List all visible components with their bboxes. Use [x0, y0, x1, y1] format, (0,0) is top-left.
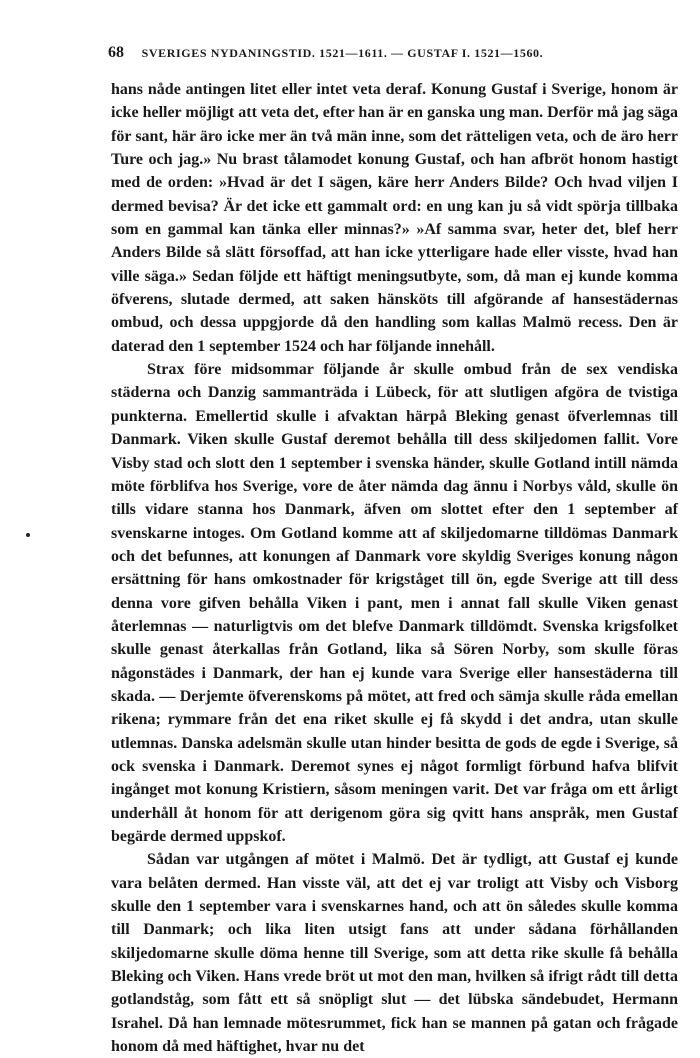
page-number: 68 — [108, 44, 124, 61]
running-header — [108, 44, 678, 62]
paragraph-2: Strax före midsommar följande år skulle ombud från de sex vendiska städerna och Danzig sammanträda i Lübeck, för att slutligen afgöra de tvistiga punkterna. Emellertid skulle i afvaktan härpå Bleking genast öfverlemnas till Danmark. Viken skulle Gustaf deremot behålla till dess skiljedomen fallit. Vore Visby stad och slott den 1 september i svenska händer, skulle Gotland intill nämda möte förblifva hos Sverige, vore de åter nämda dag ännu i Norbys våld, skulle ön tills vidare stanna hos Danmark, äfven om slottet efter den 1 september af svenskarne intoges. Om Gotland komme att af skiljedomarne tilldömas Danmark och det befunnes, att konungen af Danmark vore skyldig Sveriges konung någon ersättning för hans omkostnader för krigståget till ön, egde Sverige att till dess denna vore gifven behålla Viken i pant, men i annat fall skulle Viken genast återlemnas — naturligtvis om det blefve Danmark tilldömdt. Svenska krigsfolket skulle genast återkallas från Gotland, lika så Sören Norby, som skulle föras någonstädes i Danmark, der han ej kunde vara Sverige eller hansestäderna till skada. — Derjemte öfverenskoms på mötet, att fred och sämja skulle råda emellan rikena; rymmare från det ena riket skulle ej få skydd i det andra, utan skulle utlemnas. Danska adelsmän skulle utan hinder besitta de gods de egde i Sverige, så ock svenska i Danmark. Deremot synes ej något formligt förbund hafva blifvit ingånget mot konung Kristiern, såsom meningen varit. Det var fråga om ett årligt underhåll åt honom för att derigenom göra sig qvitt hans anspråk, men Gustaf begärde dermed uppskof. — [111, 361, 678, 845]
body-text — [111, 78, 678, 1058]
running-title: SVERIGES NYDANINGSTID. 1521—1611. — GUSTAF I. 1521—1560. — [141, 46, 544, 60]
margin-mark — [26, 533, 30, 537]
paragraph-1: hans nåde antingen litet eller intet veta deraf. Konung Gustaf i Sverige, honom är icke heller möjligt att veta det, efter han är en ganska ung man. Derför må jag säga för sant, här äro icke mer än två män inne, som det rätteligen veta, och de äro herr Ture och jag.» Nu brast tålamodet konung Gustaf, och han afbröt honom hastigt med de orden: »Hvad är det I sägen, käre herr Anders Bilde? Och hvad viljen I dermed bevisa? Är det icke ett gammalt ord: en ung kan ju så vidt spörja tillbaka som en gammal kan tänka eller minnas?» »Af samma svar, heter det, blef herr Anders Bilde så slätt försoffad, att han icke ytterligare hade eller visste, hvad han ville säga.» Sedan följde ett häftigt meningsutbyte, som, då man ej kunde komma öfverens, slutade dermed, att saken hänsköts till afgörande af hansestädernas ombud, och dessa uppgjorde då den handling som kallas Malmö recess. Den är daterad den 1 september 1524 och har följande innehåll. — [111, 81, 678, 355]
paragraph-3: Sådan var utgången af mötet i Malmö. Det är tydligt, att Gustaf ej kunde vara belåten dermed. Han visste väl, att det ej var troligt att Visby och Visborg skulle den 1 september vara i svenskarnes hand, och att ön således skulle komma till Danmark; och lika liten utsigt fans att under sådana förhållanden skiljedomarne skulle döma henne till Sverige, som att detta rike skulle få behålla Bleking och Viken. Hans vrede bröt ut mot den man, hvilken så ifrigt rådt till detta gotlandståg, som fått ett så snöpligt slut — det lübska sändebudet, Hermann Israhel. Då han lemnade mötesrummet, fick han se mannen på gatan och frågade honom då med häftighet, hvar nu det — [111, 851, 678, 1056]
